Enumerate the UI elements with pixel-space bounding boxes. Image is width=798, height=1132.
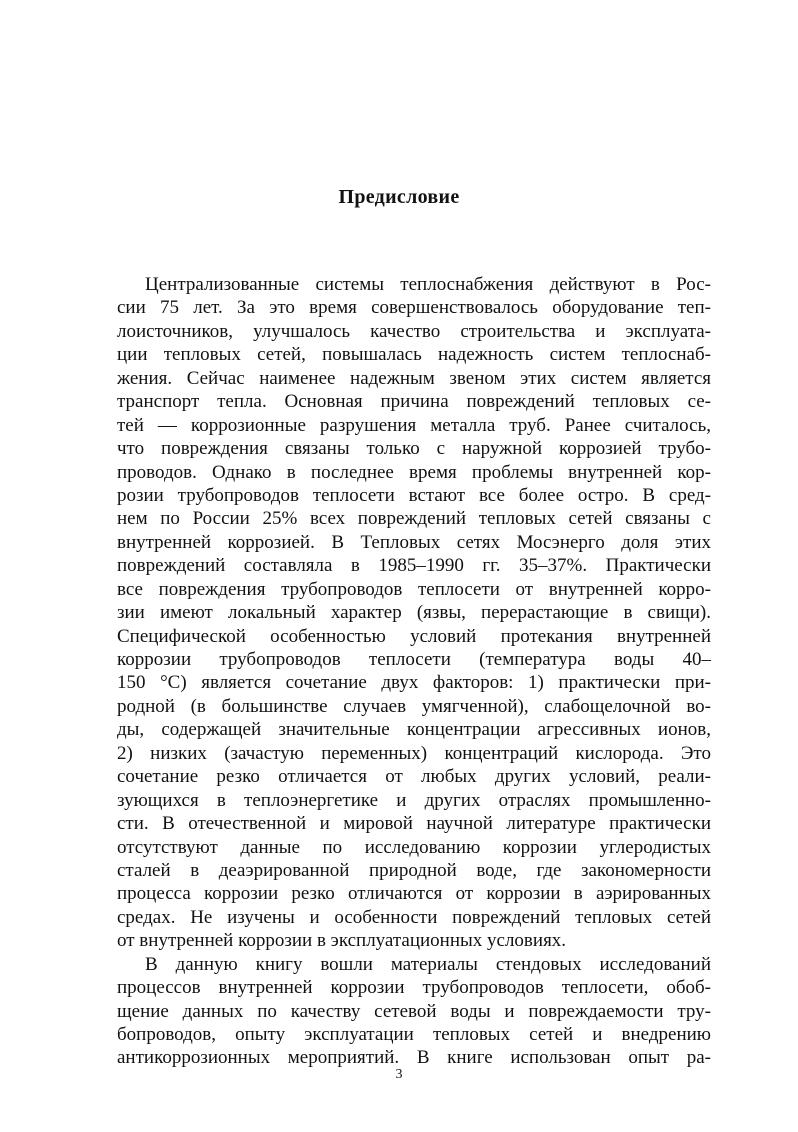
text-line: розии трубопроводов теплосети встают все более остро. В сред- [117, 484, 711, 506]
text-line: нем по России 25% всех повреждений тепловых сетей связаны с [117, 508, 711, 530]
text-line: зии имеют локальный характер (язвы, перерастающие в свищи). [117, 602, 711, 624]
text-line: сталей в деаэрированной природной воде, где закономерности [117, 859, 711, 881]
text-line: повреждений составляла в 1985–1990 гг. 35–37%. Практически [117, 555, 711, 577]
text-line: жения. Сейчас наименее надежным звеном этих систем является [117, 367, 711, 389]
text-line: сти. В отечественной и мировой научной литературе практически [117, 813, 711, 835]
text-line: ции тепловых сетей, повышалась надежность систем теплоснаб- [117, 344, 711, 366]
text-line: щение данных по качеству сетевой воды и повреждаемости тру- [117, 1000, 711, 1022]
text-line: ды, содержащей значительные концентрации агрессивных ионов, [117, 719, 711, 741]
text-line: лоисточников, улучшалось качество строительства и эксплуата- [117, 320, 711, 342]
text-line: транспорт тепла. Основная причина повреждений тепловых се- [117, 391, 711, 413]
paragraph [117, 953, 711, 1070]
text-line: процессов внутренней коррозии трубопроводов теплосети, обоб- [117, 977, 711, 999]
text-line: родной (в большинстве случаев умягченной), слабощелочной во- [117, 695, 711, 717]
text-line: антикоррозионных мероприятий. В книге использован опыт ра- [117, 1047, 711, 1069]
text-line: от внутренней коррозии в эксплуатационных условиях. [117, 930, 567, 952]
text-line: Централизованные системы теплоснабжения действуют в Рос- [145, 274, 711, 295]
text-line: отсутствуют данные по исследованию коррозии углеродистых [117, 836, 711, 858]
paragraph [117, 273, 711, 953]
text-line: Специфической особенностью условий протекания внутренней [117, 625, 711, 647]
text-line: В данную книгу вошли материалы стендовых исследований [145, 953, 711, 975]
text-line: что повреждения связаны только с наружной коррозией трубо- [117, 438, 711, 460]
text-line: сии 75 лет. За это время совершенствовалось оборудование теп- [117, 297, 711, 319]
body-text [117, 273, 711, 1070]
text-line: 2) низких (зачастую переменных) концентраций кислорода. Это [117, 742, 711, 764]
text-line: внутренней коррозией. В Тепловых сетях Мосэнерго доля этих [117, 531, 711, 553]
page-number: 3 [395, 1067, 403, 1082]
text-line: зующихся в теплоэнергетике и других отраслях промышленно- [117, 789, 711, 811]
text-line: коррозии трубопроводов теплосети (температура воды 40– [117, 649, 711, 670]
text-line: сочетание резко отличается от любых других условий, реали- [117, 766, 711, 788]
text-line: 150 °С) является сочетание двух факторов: 1) практически при- [117, 672, 711, 694]
text-line: все повреждения трубопроводов теплосети от внутренней корро- [117, 578, 711, 600]
text-line: тей — коррозионные разрушения металла труб. Ранее считалось, [117, 414, 711, 436]
text-line: процесса коррозии резко отличаются от коррозии в аэрированных [117, 883, 711, 905]
text-line: проводов. Однако в последнее время проблемы внутренней кор- [117, 461, 711, 483]
text-line: средах. Не изучены и особенности повреждений тепловых сетей [117, 906, 711, 928]
text-line: бопроводов, опыту эксплуатации тепловых сетей и внедрению [117, 1024, 711, 1045]
page-title: Предисловие [338, 186, 460, 208]
